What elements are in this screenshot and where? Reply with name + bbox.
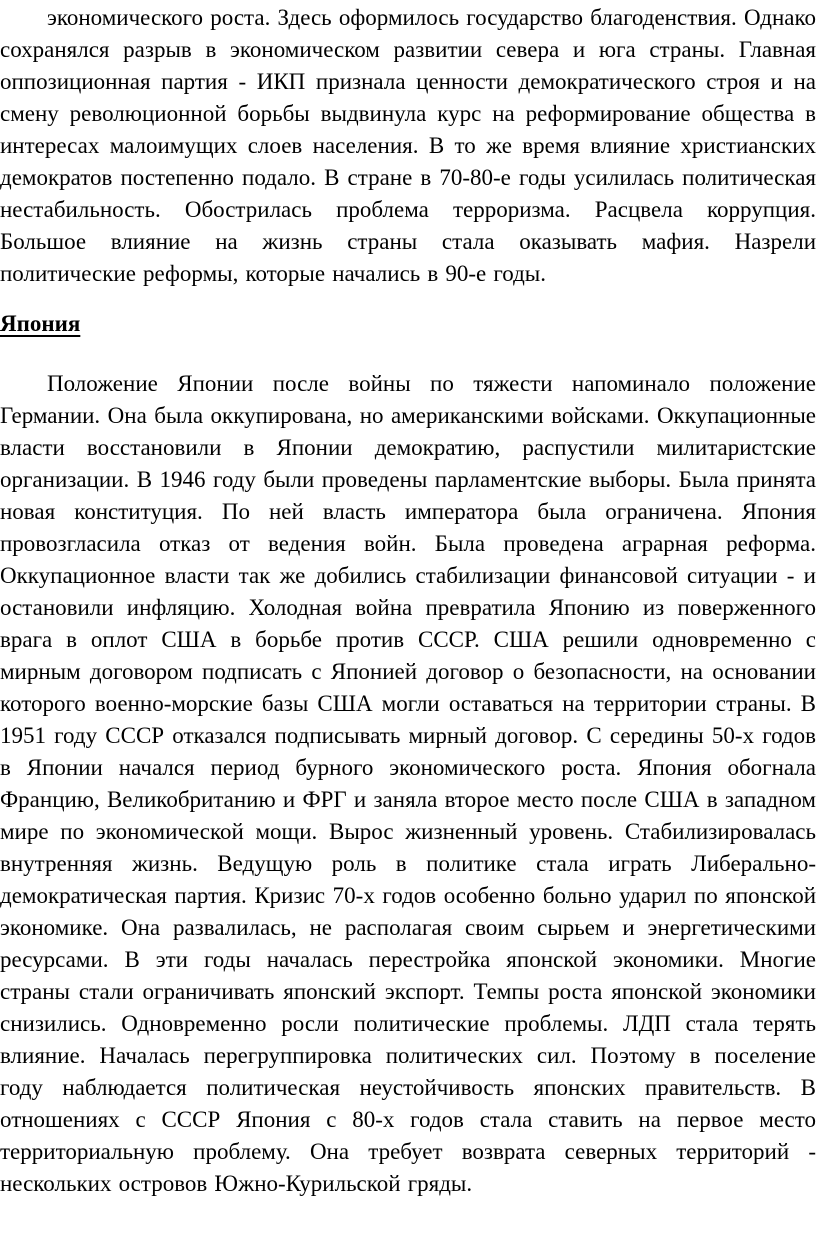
section-heading-japan: Япония bbox=[0, 311, 81, 336]
paragraph-italy-continued: экономического роста. Здесь оформилось государство благоденствия. Однако сохранялся разрыв в экономическом развитии севера и юга страны. Главная оппозиционная партия - ИКП признала ценности демократического строя и на смену революционной борьбы выдвинула курс на реформирование общества в интересах малоимущих слоев населения. В то же время влияние христианских демократов постепенно подало. В стране в 70-80-е годы усилилась политическая нестабильность. Обострилась проблема терроризма. Расцвела коррупция. Большое влияние на жизнь страны стала оказывать мафия. Назрели политические реформы, которые начались в 90-е годы. bbox=[0, 5, 816, 286]
paragraph-japan: Положение Японии после войны по тяжести напоминало положение Германии. Она была оккупирована, но американскими войсками. Оккупационные власти восстановили в Японии демократию, распустили милитаристские организации. В 1946 году были проведены парламентские выборы. Была принята новая конституция. По ней власть императора была ограничена. Япония провозгласила отказ от ведения войн. Была проведена аграрная реформа. Оккупационное власти так же добились стабилизации финансовой ситуации - и остановили инфляцию. Холодная война превратила Японию из поверженного врага в оплот США в борьбе против СССР. США решили одновременно с мирным договором подписать с Японией договор о безопасности, на основании которого военно-морские базы США могли оставаться на территории страны. В 1951 году СССР отказался подписывать мирный договор. С середины 50-х годов в Японии начался период бурного экономического роста. Япония обогнала Францию, Великобританию и ФРГ и заняла второе место после США в западном мире по экономической мощи. Вырос жизненный уровень. Стабилизировалась внутренняя жизнь. Ведущую роль в политике стала играть Либерально-демократическая партия. Кризис 70-х годов особенно больно ударил по японской экономике. Она развалилась, не располагая своим сырьем и энергетическими ресурсами. В эти годы началась перестройка японской экономики. Многие страны стали ограничивать японский экспорт. Темпы роста японской экономики снизились. Одновременно росли политические проблемы. ЛДП стала терять влияние. Началась перегруппировка политических сил. Поэтому в поселение году наблюдается политическая неустойчивость японских правительств. В отношениях с СССР Япония с 80-х годов стала ставить на первое место территориальную проблему. Она требует возврата северных территорий - нескольких островов Южно-Курильской гряды. bbox=[0, 371, 816, 1196]
